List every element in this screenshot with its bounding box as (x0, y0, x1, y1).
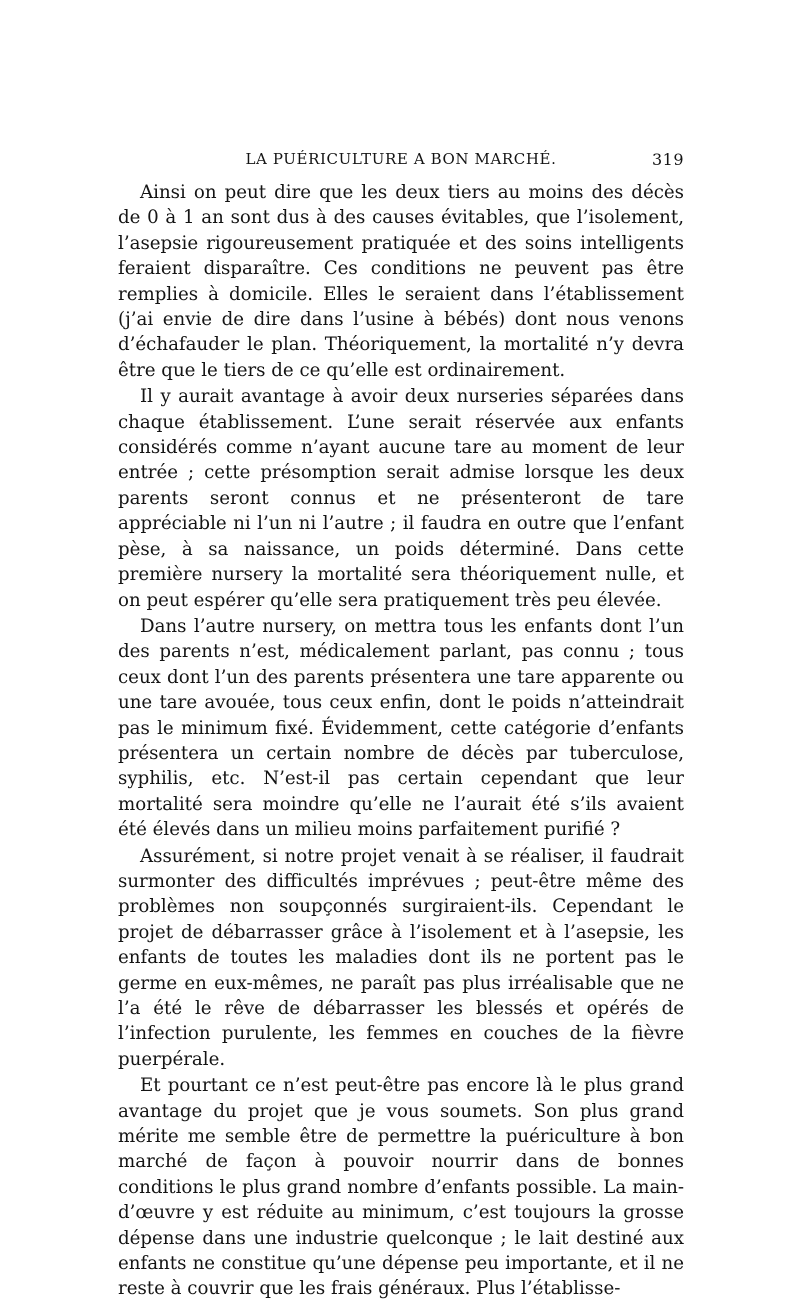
running-header (118, 148, 684, 172)
body-text (118, 180, 684, 1302)
page-number: 319 (651, 150, 684, 169)
paragraph: Assurément, si notre projet venait à se réaliser, il faudrait surmonter des difficultés imprévues ; peut-être même des problèmes non soupçonnés surgiraient-ils. Cependant le projet de débarrasser grâce à l’isolement et à l’asepsie, les enfants de toutes les maladies dont ils ne portent pas le germe en eux-mêmes, ne paraît pas plus irréalisable que ne l’a été le rêve de débarrasser les blessés et opérés de l’infection purulente, les femmes en couches de la fièvre puerpérale. (118, 845, 684, 1070)
paragraph: Ainsi on peut dire que les deux tiers au moins des décès de 0 à 1 an sont dus à des causes évitables, que l’isolement, l’asepsie rigoureusement pratiquée et des soins intelligents feraient disparaître. Ces conditions ne peuvent pas être remplies à domicile. Elles le seraient dans l’établissement (j’ai envie de dire dans l’usine à bébés) dont nous venons d’échafauder le plan. Théoriquement, la mortalité n’y devra être que le tiers de ce qu’elle est ordinairement. (118, 182, 684, 381)
paragraph: Il y aurait avantage à avoir deux nurseries séparées dans chaque établissement. L’une serait réservée aux enfants considérés comme n’ayant aucune tare au moment de leur entrée ; cette présomption serait admise lorsque les deux parents seront connus et ne présenteront de tare appréciable ni l’un ni l’autre ; il faudra en outre que l’enfant pèse, à sa naissance, un poids déterminé. Dans cette première nursery la mortalité sera théoriquement nulle, et on peut espérer qu’elle sera pratiquement très peu élevée. (118, 386, 684, 611)
paragraph: Et pourtant ce n’est peut-être pas encore là le plus grand avantage du projet que je vous soumets. Son plus grand mérite me semble être de permettre la puériculture à bon marché de façon à pouvoir nourrir dans de bonnes conditions le plus grand nombre d’enfants possible. La main-d’œuvre y est réduite au minimum, c’est toujours la grosse dépense dans une industrie quelconque ; le lait destiné aux enfants ne constitue qu’une dépense peu importante, et il ne reste à couvrir que les frais généraux. Plus l’établisse- (118, 1075, 684, 1300)
running-title: LA PUÉRICULTURE A BON MARCHÉ. (245, 150, 557, 168)
book-page (118, 148, 684, 1302)
paragraph: Dans l’autre nursery, on mettra tous les enfants dont l’un des parents n’est, médicalement parlant, pas connu ; tous ceux dont l’un des parents présentera une tare apparente ou une tare avouée, tous ceux enfin, dont le poids n’atteindrait pas le minimum fixé. Évidemment, cette catégorie d’enfants présentera un certain nombre de décès par tuberculose, syphilis, etc. N’est-il pas certain cependant que leur mortalité sera moindre qu’elle ne l’aurait été s’ils avaient été élevés dans un milieu moins parfaitement purifié ? (118, 615, 684, 841)
